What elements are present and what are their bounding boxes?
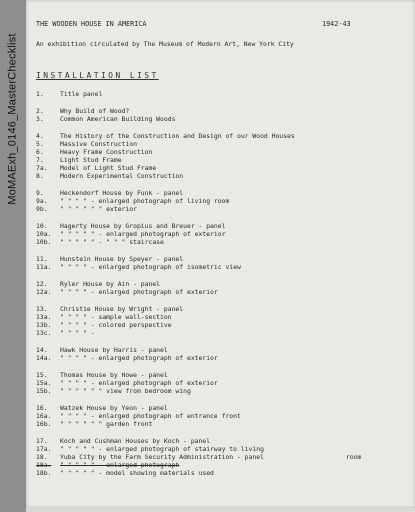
item-number: 13. [36,305,48,313]
item-number: 9. [36,189,44,197]
item-text: The History of the Construction and Design of our Wood Houses [60,132,295,140]
document-years: 1942-43 [322,20,351,28]
item-text: Heckendorf House by Funk - panel [60,189,184,197]
item-text: " " " " " - " " " staircase [60,238,164,246]
item-text: " " " " " " exterior [60,205,137,213]
item-text-struck: " " " " " - enlarged photograph [60,461,180,469]
item-number: 7a. [36,164,48,172]
item-number: 10a. [36,230,52,238]
item-number: 17a. [36,445,52,453]
item-text: " " " " - [60,329,95,337]
item-number: 15b. [36,387,52,395]
item-text: " " " " - colored perspective [60,321,172,329]
document-subtitle: An exhibition circulated by The Museum of Modern Art, New York City [36,40,294,48]
item-text: Model of Light Stud Frame [60,164,157,172]
item-number: 3. [36,115,44,123]
item-text: " " " " " - enlarged photograph of stairway to living [60,445,264,453]
item-number: 5. [36,140,44,148]
item-number: 10. [36,222,48,230]
item-number: 14a. [36,354,52,362]
item-number: 11a. [36,263,52,271]
document-title: THE WOODEN HOUSE IN AMERICA [36,20,147,28]
item-number: 12. [36,280,48,288]
item-number: 13b. [36,321,52,329]
item-number: 9a. [36,197,48,205]
item-text: Heavy Frame Construction [60,148,153,156]
item-number: 16. [36,404,48,412]
item-text: Modern Experimental Construction [60,172,184,180]
item-text: Hawk House by Harris - panel [60,346,168,354]
item-text: Thomas House by Howe - panel [60,371,168,379]
item-number: 16b. [36,420,52,428]
item-number: 11. [36,255,48,263]
side-label-text: MoMAExh_0146_MasterChecklist [7,33,20,205]
item-text: " " " " " - enlarged photograph of exterior [60,230,226,238]
item-text: Hunstein House by Speyer - panel [60,255,184,263]
item-text: " " " " " " view from bedroom wing [60,387,191,395]
item-text: " " " " - sample wall-section [60,313,172,321]
item-number: 8. [36,172,44,180]
item-text: " " " " - enlarged photograph of exterior [60,354,218,362]
item-number: 12a. [36,288,52,296]
item-text: Ryler House by Ain - panel [60,280,161,288]
document-sheet [26,0,415,508]
item-text: " " " " - enlarged photograph of exterior [60,379,218,387]
item-number: 10b. [36,238,52,246]
item-number: 15. [36,371,48,379]
item-number: 7. [36,156,44,164]
side-label [5,4,21,234]
item-number: 15a. [36,379,52,387]
item-text: Hagerty House by Gropius and Breuer - panel [60,222,226,230]
item-text: " " " " - enlarged photograph of isometric view [60,263,241,271]
item-number: 16a. [36,412,52,420]
item-text: Title panel [60,90,103,98]
room-note: room [346,453,362,461]
item-number: 13a. [36,313,52,321]
item-text: Common American Building Woods [60,115,176,123]
item-text: Light Stud Frame [60,156,122,164]
item-text: Why Build of Wood? [60,107,130,115]
scan-bottom-edge [26,508,415,512]
item-text: " " " " - enlarged photograph of entrance front [60,412,241,420]
item-number: 18. [36,453,48,461]
item-text: " " " " - enlarged photograph of living room [60,197,230,205]
item-number: 6. [36,148,44,156]
item-text: " " " " " - model showing materials used [60,469,214,477]
item-text: Koch and Cushman Houses by Koch - panel [60,437,211,445]
item-text: " " " " " " garden front [60,420,153,428]
item-number: 13c. [36,329,52,337]
item-number: 1. [36,90,44,98]
item-number: 4. [36,132,44,140]
item-number: 14. [36,346,48,354]
item-text: Massive Construction [60,140,137,148]
item-number: 9b. [36,205,48,213]
item-number: 2. [36,107,44,115]
installation-list-title: INSTALLATION LIST [36,71,159,80]
item-text: " " " " - enlarged photograph of exterior [60,288,218,296]
item-number: 17. [36,437,48,445]
item-number: 18b. [36,469,52,477]
item-text: Christie House by Wright - panel [60,305,184,313]
item-number-struck: 18a. [36,461,52,469]
item-text: Yuba City by the Farm Security Administration - panel [60,453,264,461]
item-text: Watzek House by Yeon - panel [60,404,168,412]
